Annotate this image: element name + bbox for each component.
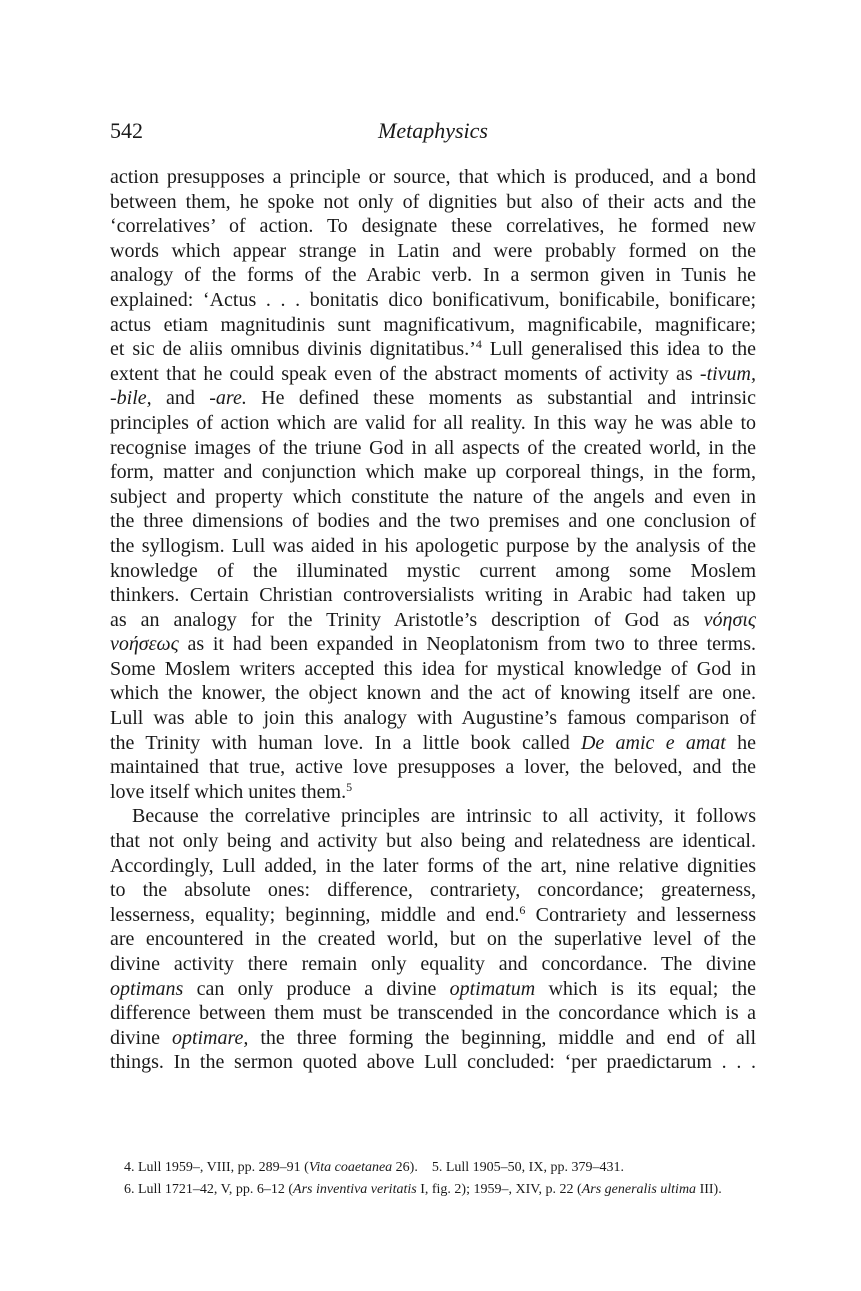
text-line: subject and property which constitute the nature of the angels and even in <box>110 485 756 508</box>
text-line: recognise images of the triune God in all aspects of the created world, in the <box>110 436 756 459</box>
text-line: form, matter and conjunction which make up corporeal things, in the form, <box>110 461 756 484</box>
footnote-4: 4. Lull 1959–, VIII, pp. 289–91 (Vita coaetanea 26). <box>124 1160 418 1175</box>
text-line: as an analogy for the Trinity Aristotle’s description of God as νόησις <box>110 608 756 631</box>
text-line: lesserness, equality; beginning, middle and end.$^6$ Contrariety and lesserness <box>110 902 756 926</box>
page-number: 542 <box>110 118 143 143</box>
footnote-ref: 4 <box>475 337 482 352</box>
text-line: extent that he could speak even of the abstract moments of activity as -tivum, <box>110 362 756 385</box>
footnote-5: 5. Lull 1905–50, IX, pp. 379–431. <box>431 1160 624 1175</box>
text-line: between them, he spoke not only of dignities but also of their acts and the <box>110 190 756 213</box>
greek-phrase: νόησις <box>703 608 756 631</box>
text-line: ‘correlatives’ of action. To designate these correlatives, he formed new <box>110 215 756 238</box>
text-line: action presupposes a principle or source, that which is produced, and a bond <box>110 166 756 188</box>
book-title: De amic e amat <box>580 731 726 754</box>
running-head <box>110 118 756 144</box>
text-line: the Trinity with human love. In a little book called De amic e amat he <box>110 731 757 754</box>
text-line: the three dimensions of bodies and the two premises and one conclusion of <box>110 510 756 533</box>
text-line: νοήσεως as it had been expanded in Neoplatonism from two to three terms. <box>110 633 756 656</box>
text-line: actus etiam magnitudinis sunt magnificativum, magnificabile, magnificare; <box>110 313 756 336</box>
text-line: -bile, and -are. He defined these moments as substantial and intrinsic <box>110 387 756 410</box>
text-line: optimans can only produce a divine optimatum which is its equal; the <box>110 977 757 1000</box>
text-line: et sic de aliis omnibus divinis dignitatibus.’$^4$ Lull generalised this idea to the <box>110 337 756 361</box>
footnote-6: 6. Lull 1721–42, V, pp. 6–12 (Ars inventiva veritatis I, fig. 2); 1959–, XIV, p. 22 (Ars generalis ultima III). <box>124 1182 722 1197</box>
text-line: love itself which unites them.$^5$ <box>110 779 353 803</box>
text-line: divine activity there remain only equality and concordance. The divine <box>110 953 756 975</box>
text-line: difference between them must be transcended in the concordance which is a <box>110 1002 756 1025</box>
text-line: are encountered in the created world, but on the superlative level of the <box>110 928 756 951</box>
text-line: words which appear strange in Latin and were probably formed on the <box>110 239 756 262</box>
text-line: principles of action which are valid for all reality. In this way he was able to <box>110 411 756 434</box>
footnotes <box>124 1157 764 1201</box>
greek-phrase: νοήσεως <box>110 633 179 656</box>
running-title: Metaphysics <box>378 118 488 143</box>
footnote-ref: 5 <box>346 779 353 794</box>
text-line: knowledge of the illuminated mystic current among some Moslem <box>110 559 756 582</box>
footnote-ref: 6 <box>519 902 526 917</box>
text-line: Because the correlative principles are intrinsic to all activity, it follows <box>132 805 756 828</box>
text-line: which the knower, the object known and the act of knowing itself are one. <box>110 682 756 705</box>
text-line: the syllogism. Lull was aided in his apologetic purpose by the analysis of the <box>110 534 756 557</box>
text-line: maintained that true, active love presupposes a lover, the beloved, and the <box>110 756 756 779</box>
text-line: that not only being and activity but also being and relatedness are identical. <box>110 830 756 853</box>
text-line: to the absolute ones: difference, contrariety, concordance; greaterness, <box>110 879 756 902</box>
text-line: Lull was able to join this analogy with Augustine’s famous comparison of <box>110 707 756 730</box>
text-line: Some Moslem writers accepted this idea for mystical knowledge of God in <box>110 657 756 680</box>
text-line: things. In the sermon quoted above Lull concluded: ‘per praedictarum . . . <box>110 1051 756 1074</box>
body-text <box>110 165 756 1075</box>
text-line: divine optimare, the three forming the beginning, middle and end of all <box>110 1026 756 1049</box>
text-line: analogy of the forms of the Arabic verb. In a sermon given in Tunis he <box>110 264 756 287</box>
text-line: thinkers. Certain Christian controversialists writing in Arabic had taken up <box>110 584 756 607</box>
text-line: explained: ‘Actus . . . bonitatis dico bonificativum, bonificabile, bonificare; <box>110 288 756 311</box>
footnote-line <box>124 1157 764 1179</box>
text-line: Accordingly, Lull added, in the later forms of the art, nine relative dignities <box>110 854 756 877</box>
